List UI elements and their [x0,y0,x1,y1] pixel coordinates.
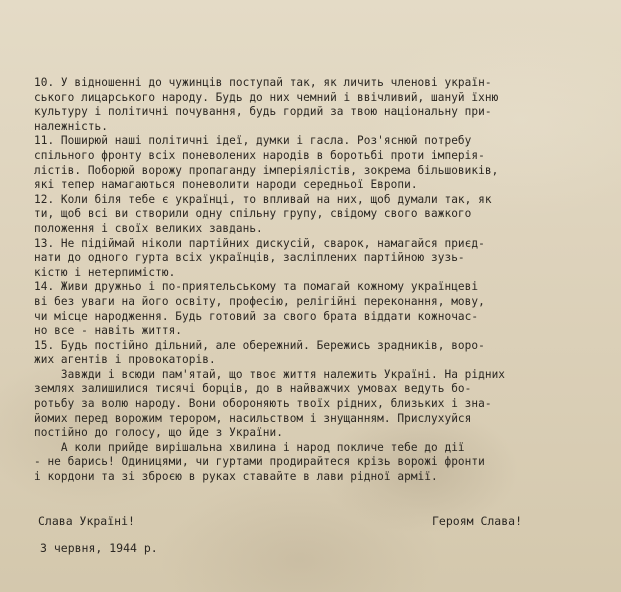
text-line: жих агентів і провокаторів. [34,353,216,367]
text-line: 15. Будь постійно дільний, але обережний. Бережись зрадників, воро- [34,338,485,352]
signature-slava-ukraini: Слава Україні! [38,514,135,528]
text-line: ротьбу за волю народу. Вони обороняють твоїх рідних, близьких і зна- [34,397,492,411]
text-line: положення і своїх великих завдань. [34,221,263,235]
paragraph [34,339,594,368]
text-line: - не барись! Одиницями, чи гуртами продирайтеся крізь ворожі фронти [34,455,485,469]
text-line: ського лицарського народу. Будь до них чемний і ввічливий, шануй їхню [34,90,499,104]
paragraph [34,441,594,485]
text-line: культуру і політичні почування, будь гордий за твою національну при- [34,105,492,119]
text-line: лістів. Поборюй ворожу пропаганду імперіялістів, зокрема більшовиків, [34,163,499,177]
text-line: ти, щоб всі ви створили одну спільну групу, свідому свого важкого [34,207,472,221]
text-line: йомих перед ворожим терором, насильством і знущанням. Прислухуйся [34,411,472,425]
document-body [34,76,594,485]
text-line: Завжди і всюди пам'ятай, що твоє життя належить Україні. На рідних [34,367,506,381]
text-line: 14. Живи дружньо і по-приятельському та помагай кожному українцеві [34,280,479,294]
text-line: 13. Не підіймай ніколи партійних дискусій, сварок, намагайся приєд- [34,236,485,250]
paragraph [34,193,594,237]
text-line: землях залишилися тисячі борців, до в найважчих умовах ведуть бо- [34,382,472,396]
document-date: 3 червня, 1944 р. [40,541,158,555]
text-line: нати до одного гурта всіх українців, засліплених партійною зузь- [34,251,465,265]
paragraph [34,280,594,338]
text-line: належність. [34,119,109,133]
paragraph [34,368,594,441]
text-line: но все - навіть життя. [34,324,183,338]
text-line: які тепер намагаються поневолити народи середньої Европи. [34,178,418,192]
paragraph [34,134,594,192]
text-line: чи місце народження. Будь готовий за свого брата віддати кожночас- [34,309,479,323]
text-line: А коли прийде вирішальна хвилина і народ покличе тебе до дії [34,440,465,454]
text-line: ві без уваги на його освіту, професію, релігійні переконання, мову, [34,294,485,308]
text-line: 11. Поширюй наші політичні ідеї, думки і гасла. Роз'яснюй потребу [34,134,472,148]
text-line: спільного фронту всіх поневолених народів в боротьбі проти імперія- [34,148,485,162]
text-line: постійно до голосу, що йде з України. [34,426,283,440]
text-line: кістю і нетерпимістю. [34,265,176,279]
paragraph [34,76,594,134]
text-line: 10. У відношенні до чужинців поступай так, як личить членові україн- [34,76,492,89]
signature-heroyam-slava: Героям Слава! [432,514,523,528]
text-line: і кордони та зі зброєю в руках ставайте в лави рідної армії. [34,470,438,484]
paragraph [34,237,594,281]
text-line: 12. Коли біля тебе є українці, то впливай на них, щоб думали так, як [34,192,492,206]
